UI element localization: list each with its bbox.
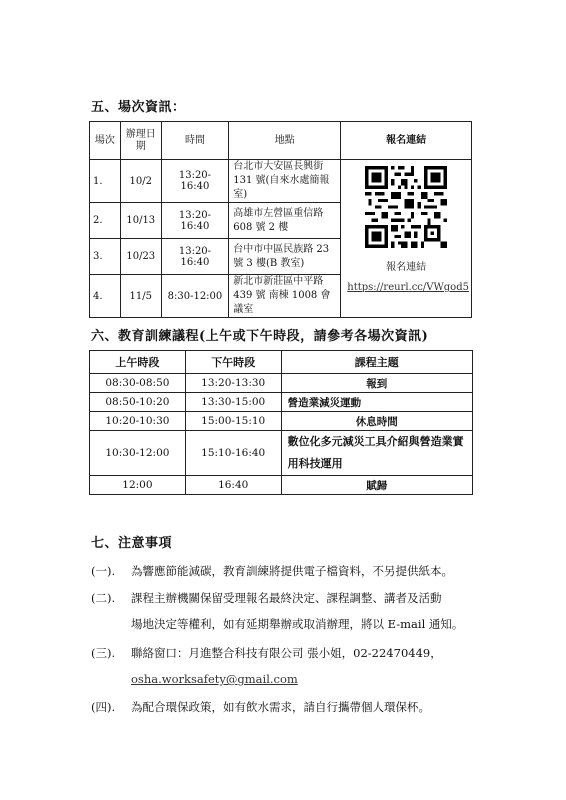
topic: 賦歸 xyxy=(281,476,472,495)
note-number: (二). xyxy=(91,591,116,605)
table-row xyxy=(90,393,473,412)
header-location: 地點 xyxy=(229,122,341,160)
registration-label: 報名連結 xyxy=(386,262,427,273)
pm-time: 13:20-13:30 xyxy=(185,374,281,393)
note-text: 聯絡窗口：月進整合科技有限公司 張小姐，02-22470449， xyxy=(131,646,442,660)
header-session: 場次 xyxy=(90,122,121,160)
section-6-title: 六、教育訓練議程(上午或下午時段，請參考各場次資訊) xyxy=(91,329,429,344)
agenda-table xyxy=(89,350,473,495)
session-location: 新北市新莊區中平路 439 號 南棟 1008 會議室 xyxy=(229,275,341,318)
session-location: 台中市中區民族路 23 號 3 樓(B 教室) xyxy=(229,239,341,275)
session-time: 13:20-16:40 xyxy=(161,203,229,239)
session-location: 台北市大安區長興街 131 號(自來水處簡報室) xyxy=(229,160,341,203)
note-continuation: 場地決定等權利，如有延期舉辦或取消辦理，將以 E-mail 通知。 xyxy=(131,617,464,631)
header-am: 上午時段 xyxy=(90,351,186,374)
pm-time: 16:40 xyxy=(185,476,281,495)
topic: 營造業減災運動 xyxy=(281,393,472,412)
table-row xyxy=(90,160,472,203)
note-number: (四). xyxy=(91,700,116,714)
section-7-title: 七、注意事項 xyxy=(91,536,173,551)
session-time: 13:20-16:40 xyxy=(161,160,229,203)
table-row xyxy=(90,476,473,495)
note-item xyxy=(91,563,453,579)
session-date: 11/5 xyxy=(120,275,161,318)
table-row xyxy=(90,374,473,393)
section-5-title: 五、場次資訊： xyxy=(91,100,186,115)
note-item xyxy=(91,645,442,661)
session-date: 10/23 xyxy=(120,239,161,275)
am-time: 12:00 xyxy=(90,476,186,495)
contact-email-link[interactable]: osha.worksafety@gmail.com xyxy=(131,672,298,686)
note-text: 為配合環保政策，如有飲水需求，請自行攜帶個人環保杯。 xyxy=(131,700,430,714)
registration-cell xyxy=(341,160,472,318)
header-pm: 下午時段 xyxy=(185,351,281,374)
am-time: 08:50-10:20 xyxy=(90,393,186,412)
registration-link[interactable]: https://reurl.cc/VWgod5 xyxy=(347,282,469,293)
table-row xyxy=(90,412,473,431)
session-number: 2. xyxy=(90,203,121,239)
header-topic: 課程主題 xyxy=(281,351,472,374)
session-location: 高雄市左營區重信路 608 號 2 樓 xyxy=(229,203,341,239)
header-date: 辦理日期 xyxy=(120,122,161,160)
am-time: 08:30-08:50 xyxy=(90,374,186,393)
pm-time: 15:10-16:40 xyxy=(185,431,281,476)
session-number: 1. xyxy=(90,160,121,203)
note-item xyxy=(91,699,430,715)
header-registration: 報名連結 xyxy=(341,122,472,160)
session-table xyxy=(89,121,472,318)
pm-time: 13:30-15:00 xyxy=(185,393,281,412)
topic: 報到 xyxy=(281,374,472,393)
session-table-header xyxy=(90,122,472,160)
note-item xyxy=(91,590,442,606)
am-time: 10:20-10:30 xyxy=(90,412,186,431)
session-date: 10/2 xyxy=(120,160,161,203)
header-time: 時間 xyxy=(161,122,229,160)
table-row xyxy=(90,431,473,476)
session-time: 8:30-12:00 xyxy=(161,275,229,318)
pm-time: 15:00-15:10 xyxy=(185,412,281,431)
topic: 休息時間 xyxy=(281,412,472,431)
session-date: 10/13 xyxy=(120,203,161,239)
topic: 數位化多元減災工具介紹與營造業實用科技運用 xyxy=(281,431,472,476)
note-text: 課程主辦機關保留受理報名最終決定、課程調整、講者及活動 xyxy=(131,591,442,605)
session-number: 4. xyxy=(90,275,121,318)
note-number: (三). xyxy=(91,646,116,660)
qr-code-icon[interactable] xyxy=(365,166,447,248)
note-text: 為響應節能減碳，教育訓練將提供電子檔資料，不另提供紙本。 xyxy=(131,564,453,578)
agenda-table-header xyxy=(90,351,473,374)
am-time: 10:30-12:00 xyxy=(90,431,186,476)
session-number: 3. xyxy=(90,239,121,275)
note-number: (一). xyxy=(91,564,116,578)
session-time: 13:20-16:40 xyxy=(161,239,229,275)
